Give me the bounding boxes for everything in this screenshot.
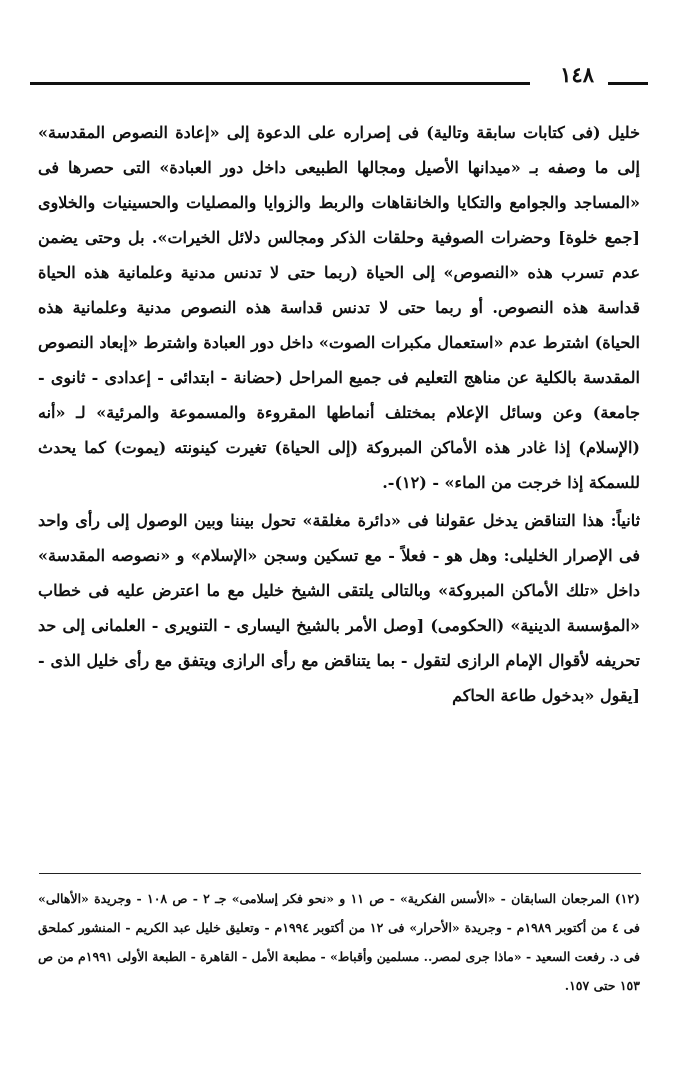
footnote xyxy=(38,884,640,1000)
paragraph-1-text: خليل (فى كتابات سابقة وتالية) فى إصراره على الدعوة إلى «إعادة النصوص المقدسة» إلى ما وصفه بـ «ميدانها الأصيل ومجالها الطبيعى داخل دور العبادة» التى حصرها فى «المساجد والجوامع والتكايا والخانقاهات والربط والزوايا والمصليات والحسينيات والخلاوى [جمع خلوة] وحضرات الصوفية وحلقات الذكر ومجالس دلائل الخيرات». بل وحتى يضمن عدم تسرب هذه «النصوص» إلى الحياة (ربما حتى لا تدنس مدنية وعلمانية هذه الحياة قداسة هذه النصوص. أو ربما حتى لا تدنس قداسة هذه النصوص مدنية وعلمانية هذه الحياة) اشترط عدم «استعمال مكبرات الصوت» داخل دور العبادة واشترط «إبعاد النصوص المقدسة بالكلية عن مناهج التعليم فى جميع المراحل (حضانة - ابتدائى - إعدادى - ثانوى - جامعة) وعن وسائل الإعلام بمختلف أنماطها المقروءة والمسموعة والمرئية» لـ «أنه (الإسلام) إذا غادر هذه الأماكن المبروكة (إلى الحياة) تغيرت كينونته (يموت) كما يحدث للسمكة إذا خرجت من الماء» - (١٢)-. xyxy=(38,123,641,492)
header-rule-long xyxy=(30,82,530,85)
header-rule-short xyxy=(608,82,648,85)
page-header xyxy=(30,62,648,102)
page-number: ١٤٨ xyxy=(560,62,594,87)
paragraph-1 xyxy=(38,115,640,500)
footnote-divider xyxy=(39,873,641,874)
paragraph-2-text: هذا التناقض يدخل عقولنا فى «دائرة مغلقة» تحول بيننا وبين الوصول إلى رأى واحد فى الإصرار الخليلى: وهل هو - فعلاً - مع تسكين وسجن «الإسلام» و «نصوصه المقدسة» داخل «تلك الأماكن المبروكة» وبالتالى يلتقى الشيخ خليل مع ما اعترض عليه فى خطاب «المؤسسة الدينية» (الحكومى) [وصل الأمر بالشيخ اليسارى - التنويرى - العلمانى إلى حد تحريفه لأقوال الإمام الرازى لتقول - بما يتناقض مع رأى الرازى ويتفق مع رأى خليل الذى - [يقول «بدخول طاعة الحاكم xyxy=(38,511,640,705)
footnote-text: (١٢) المرجعان السابقان - «الأسس الفكرية» - ص ١١ و «نحو فكر إسلامى» جـ ٢ - ص ١٠٨ - وجريدة «الأهالى» فى ٤ من أكتوبر ١٩٨٩م - وجريدة «الأحرار» فى ١٢ من أكتوبر ١٩٩٤م - وتعليق خليل عبد الكريم - المنشور كملحق فى د. رفعت السعيد - «ماذا جرى لمصر.. مسلمين وأقباط» - مطبعة الأمل - القاهرة - الطبعة الأولى ١٩٩١م من ص ١٥٣ حتى ١٥٧. xyxy=(38,891,641,993)
paragraph-2 xyxy=(38,503,640,713)
body-text xyxy=(38,115,640,713)
paragraph-2-lead: ثانياً: xyxy=(610,511,641,530)
